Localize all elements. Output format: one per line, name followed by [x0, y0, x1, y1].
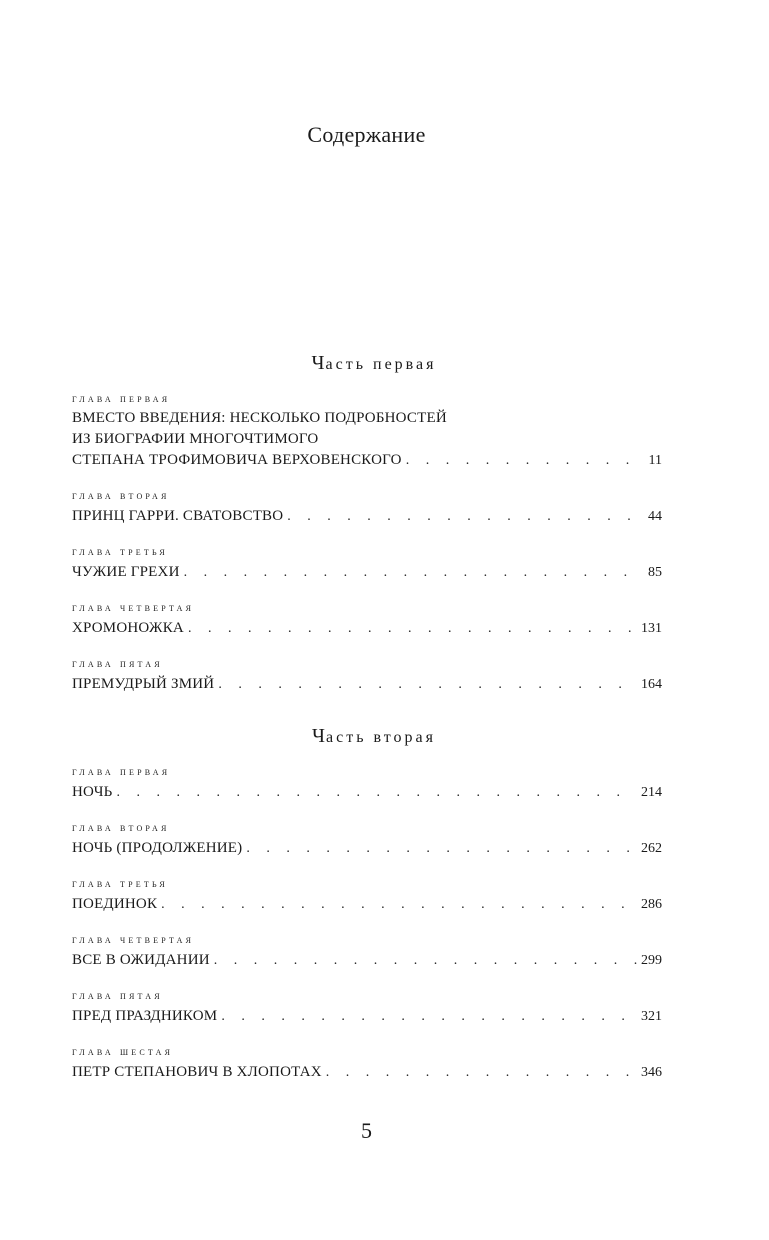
chapter-label: глава третья: [72, 544, 168, 559]
dot-leader: [326, 1062, 637, 1084]
dot-leader: [287, 506, 644, 528]
dot-leader: [188, 618, 637, 640]
toc-entry[interactable]: [72, 653, 662, 695]
chapter-label: глава четвертая: [72, 932, 195, 947]
page-ref: 321: [641, 1009, 662, 1025]
dot-leader: [184, 562, 644, 584]
toc-entry[interactable]: [72, 929, 662, 971]
page-number: 5: [361, 1118, 372, 1143]
chapter-title: ПРЕМУДРЫЙ ЗМИЙ: [72, 676, 215, 693]
page-ref: 44: [648, 509, 662, 525]
chapter-title: СТЕПАНА ТРОФИМОВИЧА ВЕРХОВЕНСКОГО: [72, 452, 402, 469]
table-of-contents: [72, 348, 662, 1083]
dot-leader: [406, 450, 645, 472]
page-ref: 262: [641, 841, 662, 857]
toc-entry[interactable]: [72, 817, 662, 859]
page-ref: 299: [641, 953, 662, 969]
toc-entry[interactable]: [72, 1041, 662, 1083]
page-ref: 214: [641, 785, 662, 801]
chapter-label: глава первая: [72, 764, 171, 779]
chapter-label: глава первая: [72, 391, 171, 405]
chapter-title: ПОЕДИНОК: [72, 896, 158, 913]
toc-entry[interactable]: [72, 485, 662, 527]
dot-leader: [116, 782, 637, 804]
page-ref: 85: [648, 565, 662, 581]
page-title: Содержание: [307, 122, 426, 147]
part-title-text: асть первая: [325, 356, 437, 373]
page-ref: 131: [641, 621, 662, 637]
toc-entry[interactable]: [72, 597, 662, 639]
chapter-title: ПРЕД ПРАЗДНИКОМ: [72, 1008, 218, 1025]
chapter-title: ХРОМОНОЖКА: [72, 620, 184, 637]
page-ref: 346: [641, 1065, 662, 1081]
chapter-title: ВСЕ В ОЖИДАНИИ: [72, 952, 210, 969]
chapter-label: глава вторая: [72, 820, 170, 835]
dot-leader: [161, 894, 637, 916]
toc-entry[interactable]: [72, 873, 662, 915]
part-title-1: [86, 348, 662, 378]
chapter-label: глава третья: [72, 876, 168, 891]
page-ref: 286: [641, 897, 662, 913]
toc-entry[interactable]: [72, 388, 662, 471]
chapter-label: глава вторая: [72, 488, 170, 503]
dot-leader: [218, 674, 637, 696]
dot-leader: [221, 1006, 637, 1028]
part-title-initial: Ч: [311, 352, 326, 374]
toc-entry[interactable]: [72, 541, 662, 583]
chapter-title: ЧУЖИЕ ГРЕХИ: [72, 564, 180, 581]
chapter-label: глава пятая: [72, 988, 163, 1003]
part-title-2: [86, 721, 662, 751]
chapter-title: НОЧЬ: [72, 784, 113, 801]
chapter-title-line: ВМЕСТО ВВЕДЕНИЯ: НЕСКОЛЬКО ПОДРОБНОСТЕЙ: [72, 410, 447, 426]
chapter-label: глава шестая: [72, 1044, 174, 1059]
page-ref: 11: [648, 453, 662, 469]
chapter-label: глава четвертая: [72, 600, 195, 615]
chapter-title: НОЧЬ (ПРОДОЛЖЕНИЕ): [72, 840, 243, 857]
dot-leader: [246, 838, 637, 860]
part-title-initial: Ч: [312, 725, 327, 748]
page-ref: 164: [641, 677, 662, 693]
chapter-title: ПЕТР СТЕПАНОВИЧ В ХЛОПОТАХ: [72, 1064, 322, 1081]
dot-leader: [214, 950, 637, 972]
toc-entry[interactable]: [72, 761, 662, 803]
toc-entry[interactable]: [72, 985, 662, 1027]
chapter-label: глава пятая: [72, 656, 163, 671]
chapter-title-line: ИЗ БИОГРАФИИ МНОГОЧТИМОГО: [72, 430, 319, 447]
part-title-text: асть вторая: [326, 729, 436, 747]
chapter-title: ПРИНЦ ГАРРИ. СВАТОВСТВО: [72, 508, 284, 525]
